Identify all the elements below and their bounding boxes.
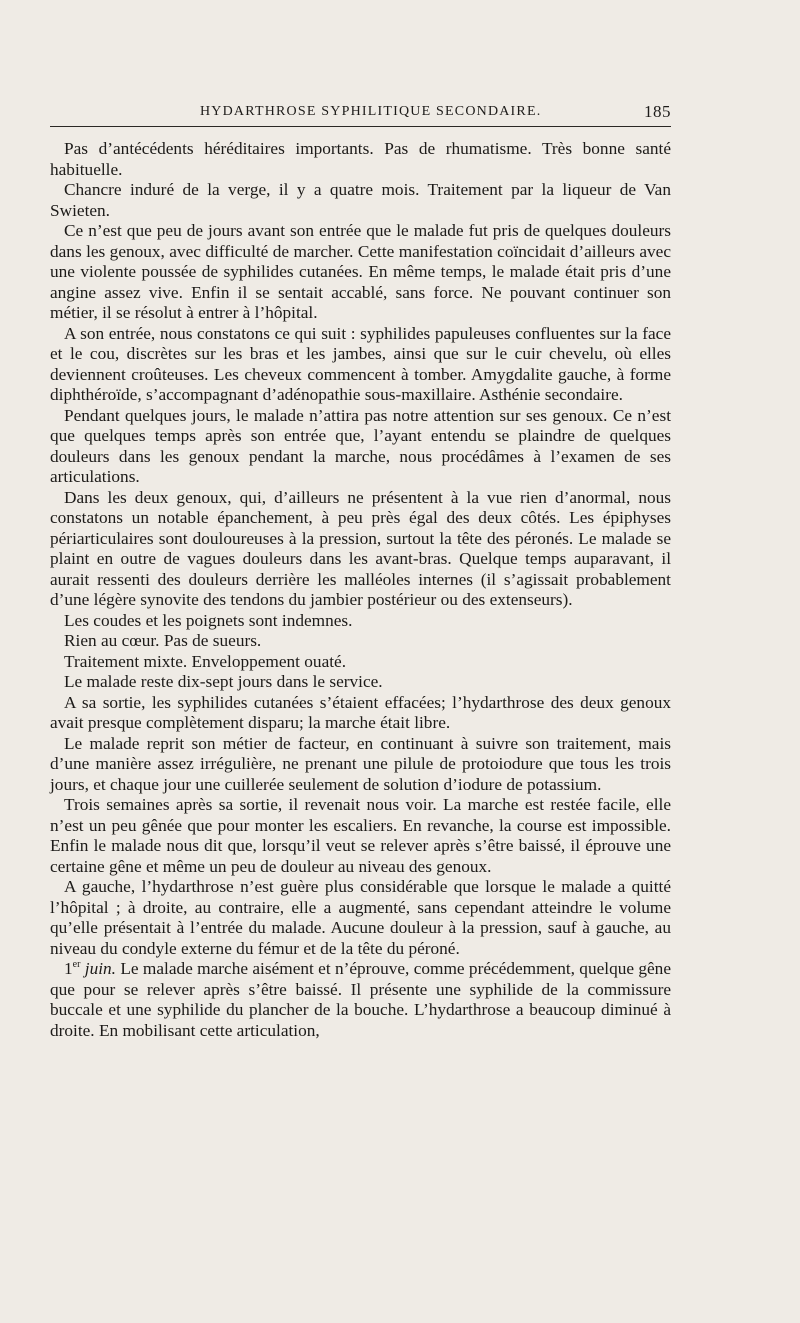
body-text: [50, 139, 671, 1041]
dated-text: Le malade marche aisément et n’éprouve, comme précédemment, quelque gêne que pour se relever après s’être baissé. Il présente une syphilide de la commissure buccale et une syphilide du plancher de la bouche. L’hydarthrose a beaucoup diminué à droite. En mobilisant cette articulation,: [50, 959, 671, 1040]
running-title: HYDARTHROSE SYPHILITIQUE SECONDAIRE.: [200, 104, 542, 119]
paragraph: A son entrée, nous constatons ce qui suit : syphilides papuleuses confluentes sur la face et le cou, discrètes sur les bras et les jambes, ainsi que sur le cuir chevelu, où elles deviennent croûteuses. Les cheveux commencent à tomber. Amygdalite gauche, à forme diphthéroïde, s’accompagnant d’adénopathie sous-maxillaire. Asthénie secondaire.: [50, 323, 671, 404]
paragraph: A gauche, l’hydarthrose n’est guère plus considérable que lorsque le malade a quitté l’hôpital ; à droite, au contraire, elle a augmenté, sans cependant atteindre le volume qu’elle présentait à l’entrée du malade. Aucune douleur à la pression, sauf à gauche, au niveau du condyle externe du fémur et de la tête du péroné.: [50, 877, 671, 958]
paragraph: Le malade reste dix-sept jours dans le service.: [64, 672, 383, 691]
page: [50, 100, 671, 1041]
page-number: 185: [644, 102, 671, 121]
paragraph: Chancre induré de la verge, il y a quatre mois. Traitement par la liqueur de Van Swieten.: [50, 180, 671, 220]
paragraph: Rien au cœur. Pas de sueurs.: [64, 631, 262, 650]
date-word: juin.: [84, 959, 116, 978]
paragraph: Pendant quelques jours, le malade n’attira pas notre attention sur ses genoux. Ce n’est que quelques temps après son entrée que, l’ayant entendu se plaindre de quelques douleurs dans les genoux pendant la marche, nous procédâmes à l’examen de ses articulations.: [50, 405, 671, 486]
running-head: [50, 100, 671, 126]
paragraph: Traitement mixte. Enveloppement ouaté.: [64, 651, 347, 671]
paragraph-dated: [50, 959, 671, 1041]
date-number: 1: [64, 959, 73, 978]
date-prefix: [64, 959, 116, 978]
paragraph: Dans les deux genoux, qui, d’ailleurs ne présentent à la vue rien d’anormal, nous constatons un notable épanchement, à peu près égal des deux côtés. Les épiphyses périarticulaires sont douloureuses à la pression, surtout la tête des péronés. Le malade se plaint en outre de vagues douleurs dans les avant-bras. Quelque temps auparavant, il aurait ressenti des douleurs derrière les malléoles internes (il s’agissait probablement d’une légère synovite des tendons du jambier postérieur ou des extenseurs).: [50, 487, 671, 609]
paragraph: Pas d’antécédents héréditaires importants. Pas de rhumatisme. Très bonne santé habituelle.: [50, 139, 671, 179]
paragraph: Ce n’est que peu de jours avant son entrée que le malade fut pris de quelques douleurs dans les genoux, avec difficulté de marcher. Cette manifestation coïncidait d’ailleurs avec une violente poussée de syphilides cutanées. En même temps, le malade était pris d’une angine assez vive. Enfin il se sentait accablé, sans force. Ne pouvant continuer son métier, il se résolut à entrer à l’hôpital.: [50, 221, 671, 322]
header-rule: [50, 126, 671, 127]
paragraph: A sa sortie, les syphilides cutanées s’étaient effacées; l’hydarthrose des deux genoux avait presque complètement disparu; la marche était libre.: [50, 692, 671, 732]
paragraph: Les coudes et les poignets sont indemnes.: [64, 610, 353, 630]
date-ordinal: er: [72, 959, 81, 971]
paragraph: Trois semaines après sa sortie, il revenait nous voir. La marche est restée facile, elle n’est un peu gênée que pour monter les escaliers. En revanche, la course est impossible. Enfin le malade nous dit que, lorsqu’il veut se relever après s’être baissé, il éprouve une certaine gêne et même un peu de douleur au niveau des genoux.: [50, 795, 671, 876]
paragraph: Le malade reprit son métier de facteur, en continuant à suivre son traitement, mais d’une manière assez irrégulière, ne prenant une pilule de protoiodure que tous les trois jours, et chaque jour une cuillerée seulement de solution d’iodure de potassium.: [50, 733, 671, 794]
